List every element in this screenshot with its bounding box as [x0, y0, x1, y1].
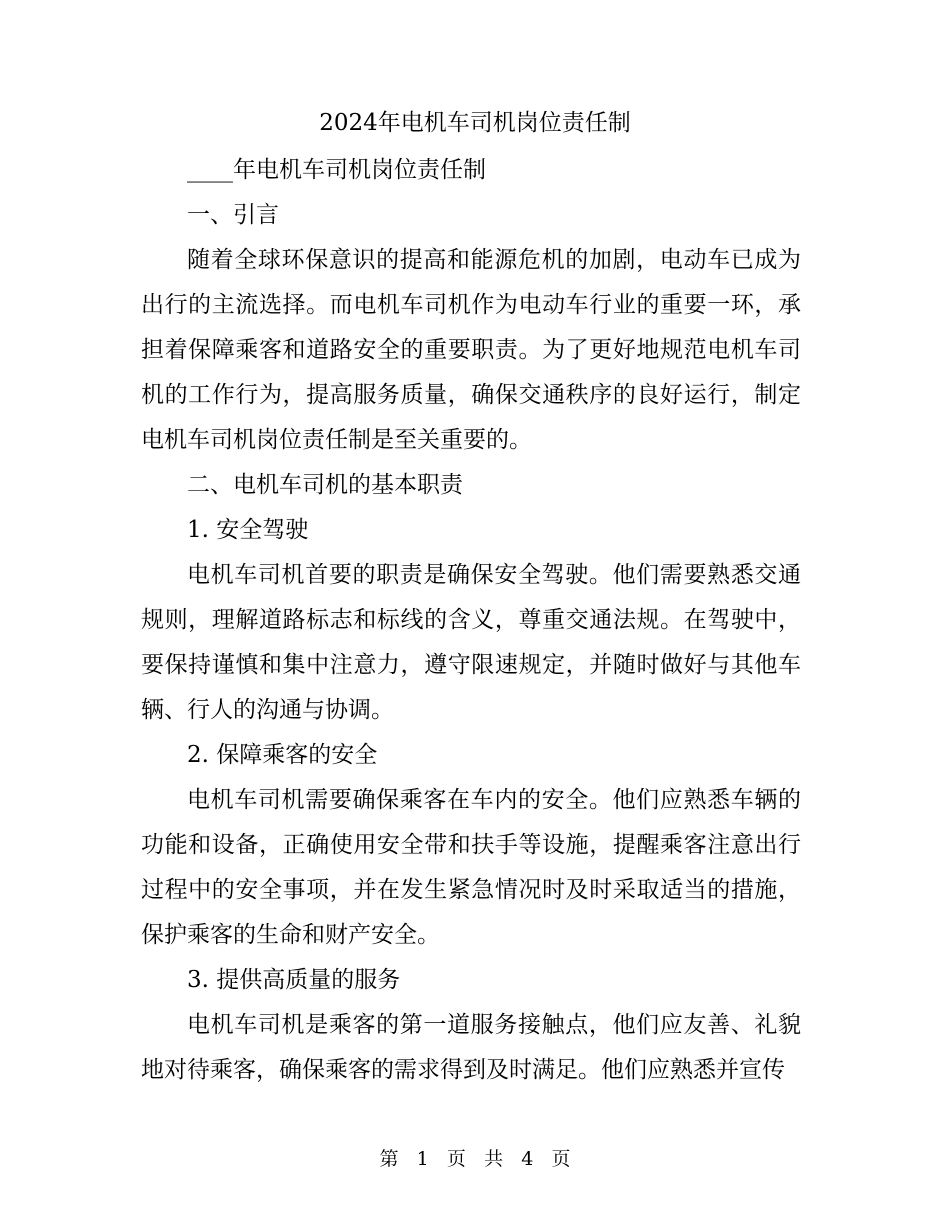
- footer-label-gong: 共: [484, 1148, 504, 1170]
- paragraph-subtitle: ____年电机车司机岗位责任制: [187, 157, 486, 183]
- footer-label-ye: 页: [446, 1148, 466, 1170]
- paragraph-passenger-safety: 电机车司机需要确保乘客在车内的安全。他们应熟悉车辆的功能和设备，正确使用安全带和扶手等设施，提醒乘客注意出行过程中的安全事项，并在发生紧急情况时及时采取适当的措施，保护乘客的生命和财产安全。: [141, 787, 801, 948]
- heading-safe-driving: 1. 安全驾驶: [187, 517, 309, 543]
- footer-total-pages: 4: [521, 1148, 534, 1170]
- footer-label-di: 第: [379, 1148, 399, 1170]
- document-body: [141, 148, 801, 1093]
- footer-current-page: 1: [416, 1148, 429, 1170]
- heading-quality-service: 3. 提供高质量的服务: [187, 967, 401, 993]
- heading-passenger-safety: 2. 保障乘客的安全: [187, 742, 378, 768]
- footer-label-ye2: 页: [551, 1148, 571, 1170]
- heading-basic-duties: 二、电机车司机的基本职责: [187, 472, 463, 498]
- document-title: 2024年电机车司机岗位责任制: [319, 110, 631, 136]
- paragraph-introduction: 随着全球环保意识的提高和能源危机的加剧，电动车已成为出行的主流选择。而电机车司机作为电动车行业的重要一环，承担着保障乘客和道路安全的重要职责。为了更好地规范电机车司机的工作行为，提高服务质量，确保交通秩序的良好运行，制定电机车司机岗位责任制是至关重要的。: [141, 247, 801, 453]
- heading-introduction: 一、引言: [187, 202, 279, 228]
- page-footer: [0, 1144, 950, 1174]
- paragraph-safe-driving: 电机车司机首要的职责是确保安全驾驶。他们需要熟悉交通规则，理解道路标志和标线的含义，尊重交通法规。在驾驶中，要保持谨慎和集中注意力，遵守限速规定，并随时做好与其他车辆、行人的沟通与协调。: [141, 562, 801, 723]
- paragraph-quality-service: 电机车司机是乘客的第一道服务接触点，他们应友善、礼貌地对待乘客，确保乘客的需求得到及时满足。他们应熟悉并宣传: [141, 1012, 801, 1083]
